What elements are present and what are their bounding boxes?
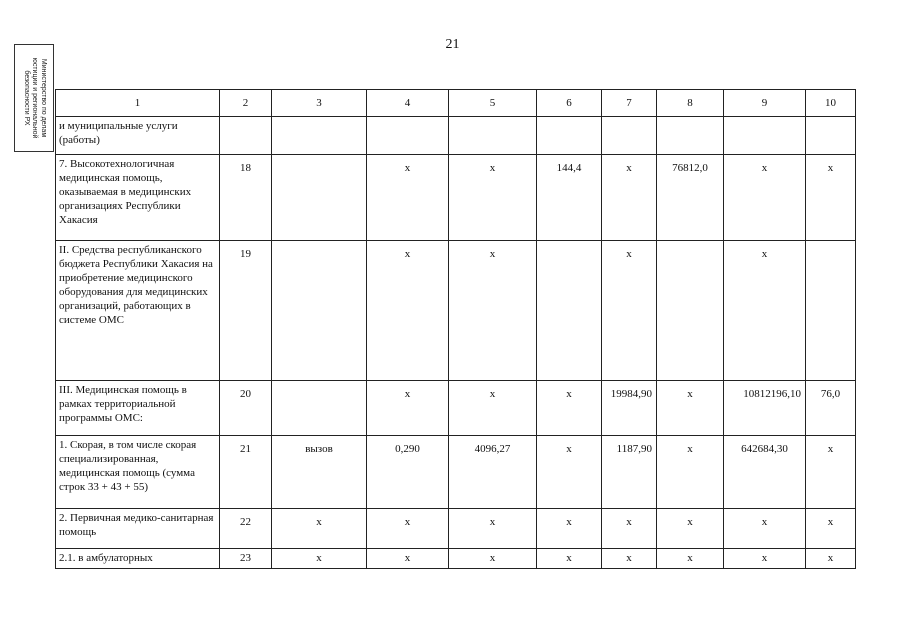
table-cell: х [806, 436, 856, 509]
row-label: 7. Высокотехнологичная медицинская помощь, оказываемая в медицинских организациях Республики Хакасия [56, 155, 220, 241]
table-cell: вызов [272, 436, 367, 509]
row-label: III. Медицинская помощь в рамках территориальной программы ОМС: [56, 381, 220, 436]
row-number: 19 [220, 241, 272, 381]
table-cell: х [449, 381, 537, 436]
column-header: 2 [220, 90, 272, 117]
table-cell: х [657, 549, 724, 569]
column-header: 8 [657, 90, 724, 117]
table-cell: х [272, 509, 367, 549]
table-cell: х [367, 381, 449, 436]
row-number: 18 [220, 155, 272, 241]
row-number: 23 [220, 549, 272, 569]
column-header: 7 [602, 90, 657, 117]
table-row [56, 436, 856, 509]
row-label: 2.1. в амбулаторных [56, 549, 220, 569]
table-cell: х [806, 155, 856, 241]
table-cell: х [367, 241, 449, 381]
table-row [56, 549, 856, 569]
column-header: 6 [537, 90, 602, 117]
row-number: 21 [220, 436, 272, 509]
table-row [56, 509, 856, 549]
table-cell: 76,0 [806, 381, 856, 436]
table-cell [537, 117, 602, 155]
table-cell: 4096,27 [449, 436, 537, 509]
table-cell: х [657, 381, 724, 436]
table-cell [272, 241, 367, 381]
column-header: 5 [449, 90, 537, 117]
table-cell: х [537, 436, 602, 509]
column-header: 10 [806, 90, 856, 117]
row-label: 2. Первичная медико-санитарная помощь [56, 509, 220, 549]
table-cell: х [724, 241, 806, 381]
table-cell: х [449, 155, 537, 241]
table-cell [806, 117, 856, 155]
column-header: 4 [367, 90, 449, 117]
row-number [220, 117, 272, 155]
table-cell: 10812196,10 [724, 381, 806, 436]
table-row [56, 155, 856, 241]
table-row [56, 241, 856, 381]
table-cell: х [367, 549, 449, 569]
table-cell: х [272, 549, 367, 569]
column-header: 3 [272, 90, 367, 117]
table-cell: х [367, 509, 449, 549]
table-cell: х [537, 549, 602, 569]
table-cell: х [367, 155, 449, 241]
page-number: 21 [445, 37, 460, 52]
column-header: 1 [56, 90, 220, 117]
table-cell: х [724, 155, 806, 241]
table-cell: х [449, 509, 537, 549]
table-cell [367, 117, 449, 155]
row-number: 22 [220, 509, 272, 549]
stamp-line: юстиции и региональной [31, 57, 39, 139]
table-cell: х [449, 549, 537, 569]
table-cell [806, 241, 856, 381]
table-cell [272, 381, 367, 436]
table-row [56, 117, 856, 155]
table-cell [602, 117, 657, 155]
table-cell [272, 117, 367, 155]
table-cell: х [602, 241, 657, 381]
table-cell: х [724, 549, 806, 569]
table-cell: 1187,90 [602, 436, 657, 509]
table-cell: х [806, 549, 856, 569]
data-table [55, 89, 856, 569]
table-cell [537, 241, 602, 381]
table-row [56, 381, 856, 436]
table-cell: х [449, 241, 537, 381]
table-cell: 76812,0 [657, 155, 724, 241]
table-cell: х [602, 155, 657, 241]
table-cell: 144,4 [537, 155, 602, 241]
table-cell [724, 117, 806, 155]
table-cell: 0,290 [367, 436, 449, 509]
table-cell [657, 241, 724, 381]
table-cell: х [537, 381, 602, 436]
column-header: 9 [724, 90, 806, 117]
table-cell [272, 155, 367, 241]
table-cell: х [537, 509, 602, 549]
stamp-line: Министерство по делам [39, 58, 47, 138]
table-cell: х [657, 509, 724, 549]
table-cell: х [602, 549, 657, 569]
row-label: и муниципальные услуги (работы) [56, 117, 220, 155]
row-number: 20 [220, 381, 272, 436]
row-label: 1. Скорая, в том числе скорая специализированная, медицинская помощь (сумма строк 33 + 43 + 55) [56, 436, 220, 509]
table-cell: 642684,30 [724, 436, 806, 509]
stamp-line: безопасности РХ [22, 70, 30, 126]
row-label: II. Средства республиканского бюджета Республики Хакасия на приобретение медицинского оборудования для медицинских организаций, работающих в системе ОМС [56, 241, 220, 381]
table-cell: х [806, 509, 856, 549]
table-cell [449, 117, 537, 155]
table-cell: х [657, 436, 724, 509]
table-cell [657, 117, 724, 155]
registration-stamp [14, 44, 54, 152]
table-header-row [56, 90, 856, 117]
table-cell: х [724, 509, 806, 549]
table-cell: 19984,90 [602, 381, 657, 436]
table-cell: х [602, 509, 657, 549]
